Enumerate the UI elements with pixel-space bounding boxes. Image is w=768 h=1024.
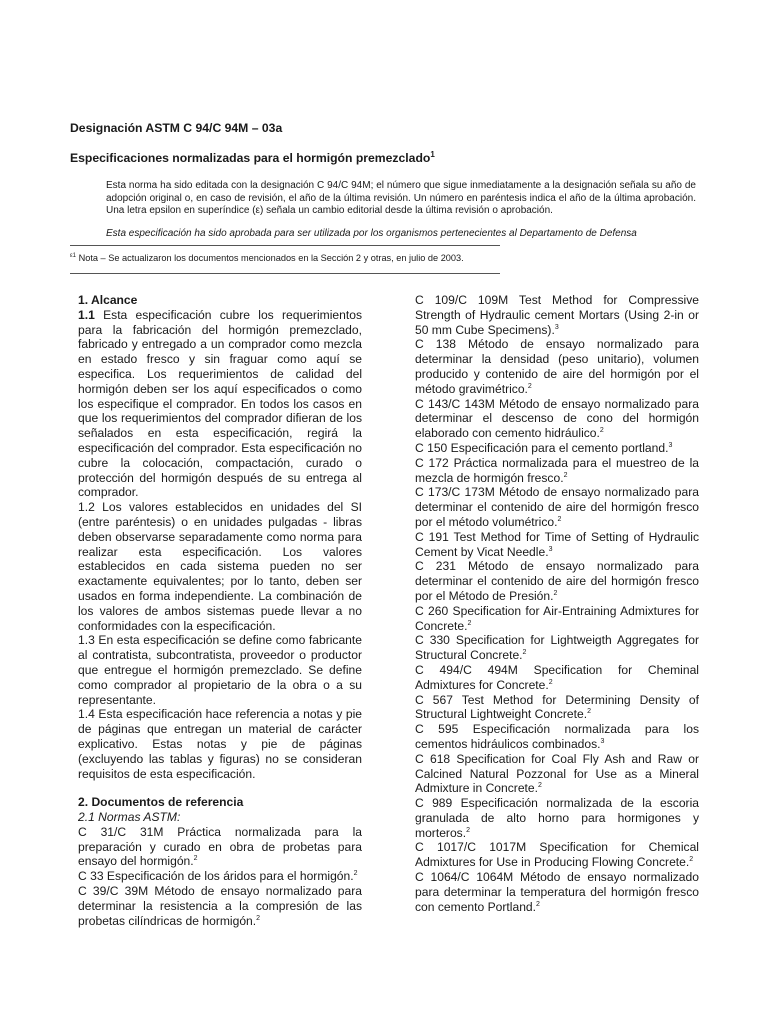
reference-item bbox=[415, 796, 699, 840]
reference-footnote-marker: 2 bbox=[467, 619, 472, 627]
reference-footnote-marker: 3 bbox=[600, 737, 605, 745]
reference-item bbox=[415, 693, 699, 723]
reference-text: C 173/C 173M Método de ensayo normalizado para determinar el contenido de aire del hormigón fresco por el método volumétrico. bbox=[415, 485, 699, 529]
reference-text: C 618 Specification for Coal Fly Ash and Raw or Calcined Natural Pozzonal for Use as a Mineral Admixture in Concrete. bbox=[415, 751, 699, 796]
reference-text: C 39/C 39M Método de ensayo normalizado para determinar la resistencia a la compresión de las probetas cilíndricas de hormigón. bbox=[78, 884, 362, 928]
section-heading: 1. Alcance bbox=[78, 293, 138, 307]
reference-footnote-marker: 2 bbox=[553, 589, 558, 597]
reference-text: C 138 Método de ensayo normalizado para determinar la densidad (peso unitario), volumen producido y contenido de aire del hormigón por el método gravimétrico. bbox=[415, 337, 699, 396]
reference-text: C 1017/C 1017M Specification for Chemical Admixtures for Use in Producing Flowing Concrete. bbox=[415, 840, 699, 870]
right-column bbox=[415, 293, 699, 914]
reference-item bbox=[415, 870, 699, 914]
reference-text: C 31/C 31M Práctica normalizada para la preparación y curado en obra de probetas para ensayo del hormigón. bbox=[78, 824, 362, 869]
reference-text: C 33 Especificación de los áridos para el hormigón. bbox=[78, 869, 354, 884]
reference-footnote-marker: 2 bbox=[193, 855, 198, 863]
divider bbox=[70, 273, 500, 274]
left-column bbox=[78, 293, 362, 928]
designation: Designación ASTM C 94/C 94M – 03a bbox=[70, 121, 283, 135]
reference-footnote-marker: 2 bbox=[353, 870, 358, 878]
reference-footnote-marker: 2 bbox=[557, 515, 562, 523]
reference-footnote-marker: 2 bbox=[527, 382, 532, 390]
reference-item bbox=[415, 397, 699, 441]
reference-item bbox=[415, 633, 699, 663]
reference-item bbox=[415, 604, 699, 634]
reference-footnote-marker: 2 bbox=[548, 678, 553, 686]
footnote-marker: ε1 bbox=[70, 253, 77, 259]
footnote-label: Nota – bbox=[78, 253, 106, 264]
reference-footnote-marker: 2 bbox=[522, 649, 527, 657]
paragraph: 1.3 En esta especificación se define como fabricante al contratista, subcontratista, proveedor o productor que entregue el hormigón premezclado. Se define como comprador al propietario de la obra o a su representante. bbox=[78, 633, 362, 707]
reference-text: C 330 Specification for Lightweigth Aggregates for Structural Concrete. bbox=[415, 633, 699, 663]
reference-item bbox=[415, 456, 699, 486]
reference-item bbox=[415, 559, 699, 603]
reference-text: C 109/C 109M Test Method for Compressive Strength of Hydraulic cement Mortars (Using 2-in or 50 mm Cube Specimens). bbox=[415, 293, 699, 337]
reference-footnote-marker: 2 bbox=[689, 856, 694, 864]
title-text: Especificaciones normalizadas para el hormigón premezclado bbox=[70, 151, 431, 166]
paragraph-text: Esta especificación cubre los requerimientos para la fabricación del hormigón premezclado, fabricado y entregado a un comprador como mezcla en estado fresco y sin fraguar como aquí se especifica. Los requerimientos de calidad del hormigón deben ser los aquí especificados o como los especifique el comprador. En todos los casos en que los requerimientos del comprador difieran de los señalados en esta especificación, regirá la especificación del comprador. Esta especificación no cubre la colocación, compactación, curado o protección del hormigón después de su entrega al comprador. bbox=[78, 307, 362, 500]
reference-text: C 989 Especificación normalizada de la escoria granulada de alto horno para hormigones y morteros. bbox=[415, 796, 699, 840]
reference-text: C 494/C 494M Specification for Cheminal Admixtures for Concrete. bbox=[415, 662, 699, 692]
reference-item bbox=[415, 441, 699, 456]
reference-footnote-marker: 2 bbox=[538, 782, 542, 790]
reference-footnote-marker: 3 bbox=[548, 545, 553, 553]
footnote-text: Se actualizaron los documentos mencionados en la Sección 2 y otras, en julio de 2003. bbox=[108, 253, 464, 264]
title-footnote-marker: 1 bbox=[430, 150, 435, 159]
paragraph-number: 1.1 bbox=[78, 307, 95, 322]
divider bbox=[70, 245, 500, 246]
reference-text: C 191 Test Method for Time of Setting of Hydraulic Cement by Vicat Needle. bbox=[415, 529, 699, 559]
reference-text: C 231 Método de ensayo normalizado para determinar el contenido de aire del hormigón fresco por el Método de Presión. bbox=[415, 559, 699, 603]
reference-item bbox=[415, 485, 699, 529]
reference-item bbox=[415, 722, 699, 752]
reference-footnote-marker: 2 bbox=[466, 826, 470, 834]
reference-item bbox=[415, 293, 699, 337]
reference-item bbox=[415, 530, 699, 560]
abstract: Esta norma ha sido editada con la designación C 94/C 94M; el número que sigue inmediatamente a la designación señala su año de adopción original o, en caso de revisión, el año de la última revisión. Un número en paréntesis indica el año de la última aprobación. Una letra epsilon en superíndice (ε) señala un cambio editorial desde la última revisión o aprobación. bbox=[106, 180, 696, 217]
paragraph: 1.2 Los valores establecidos en unidades del SI (entre paréntesis) o en unidades pulgadas - libras deben observarse separadamente como norma para realizar esta especificación. Los valores establecidos en cada sistema pueden no ser exactamente equivalentes; por lo tanto, deben ser usados en forma independiente. La combinación de los valores de ambos sistemas puede llevar a no conformidades con la especificación. bbox=[78, 500, 362, 633]
reference-item bbox=[415, 663, 699, 693]
reference-text: C 595 Especificación normalizada para los cementos hidráulicos combinados. bbox=[415, 722, 699, 751]
reference-item bbox=[415, 752, 699, 796]
paragraph: 1.4 Esta especificación hace referencia a notas y pie de páginas que entregan un material de carácter explicativo. Estas notas y pie de páginas (excluyendo las tablas y figuras) no se consideran requisitos de esta especificación. bbox=[78, 707, 362, 781]
reference-footnote-marker: 2 bbox=[587, 708, 591, 716]
reference-text: C 150 Especificación para el cemento portland. bbox=[415, 440, 669, 455]
reference-list bbox=[78, 825, 362, 929]
reference-item bbox=[415, 337, 699, 396]
reference-text: C 1064/C 1064M Método de ensayo normalizado para determinar la temperatura del hormigón fresco con cemento Portland. bbox=[415, 870, 699, 914]
reference-footnote-marker: 2 bbox=[599, 427, 604, 435]
reference-text: C 567 Test Method for Determining Density of Structural Lightweight Concrete. bbox=[415, 692, 699, 722]
page-title bbox=[70, 150, 435, 165]
footnote bbox=[70, 253, 464, 263]
subsection-heading: 2.1 Normas ASTM: bbox=[78, 810, 181, 825]
reference-item bbox=[78, 884, 362, 928]
reference-item bbox=[78, 869, 362, 884]
reference-text: C 260 Specification for Air-Entraining Admixtures for Concrete. bbox=[415, 603, 699, 633]
reference-item bbox=[415, 840, 699, 870]
reference-footnote-marker: 2 bbox=[563, 471, 568, 479]
reference-footnote-marker: 2 bbox=[536, 900, 540, 908]
reference-footnote-marker: 3 bbox=[668, 441, 673, 449]
paragraph bbox=[78, 308, 362, 500]
reference-item bbox=[78, 825, 362, 869]
reference-footnote-marker: 2 bbox=[256, 914, 261, 922]
approval-note: Esta especificación ha sido aprobada para ser utilizada por los organismos pertenecientes al Departamento de Defensa bbox=[106, 228, 637, 239]
section-heading: 2. Documentos de referencia bbox=[78, 795, 244, 810]
reference-text: C 172 Práctica normalizada para el muestreo de la mezcla de hormigón fresco. bbox=[415, 455, 699, 485]
reference-text: C 143/C 143M Método de ensayo normalizado para determinar el descenso de cono del hormigón elaborado con cemento hidráulico. bbox=[415, 396, 699, 441]
reference-footnote-marker: 3 bbox=[554, 323, 559, 331]
reference-list bbox=[415, 293, 699, 914]
